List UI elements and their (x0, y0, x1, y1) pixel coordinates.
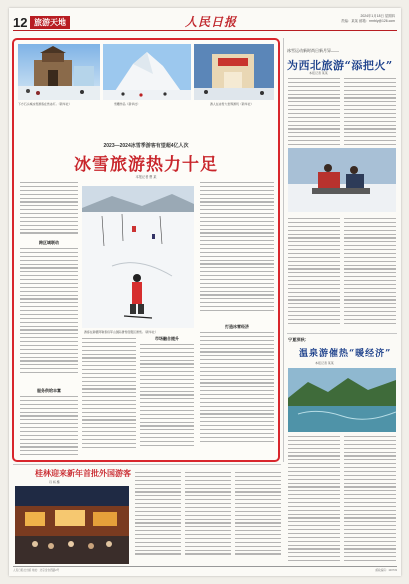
side-col-3 (288, 218, 340, 327)
feature-kicker: 2023—2024冰雪季游客有望超4亿人次 (103, 143, 189, 149)
caption-photo-1: 下方石头城冰雪游客在赏冰灯。（新华社） (18, 102, 72, 106)
page-number: 12 (13, 15, 28, 30)
feature-col-2-bottom (82, 338, 136, 450)
guilin-image (15, 486, 129, 564)
side-kicker: 冰雪运动新时尚日新月异—— (287, 48, 339, 53)
masthead-logo: 人民日报 (185, 15, 238, 29)
side-byline: 本报记者 某某 (309, 71, 328, 75)
third-headline: 温泉游催热“暖经济” (299, 349, 392, 359)
subhead-1: 跨区域联动 (39, 240, 59, 245)
hot-spring-image (288, 368, 396, 432)
third-kicker: 宁夏深秋： (288, 337, 309, 342)
header-rule (13, 30, 397, 31)
side-col-4 (344, 218, 396, 327)
ice-castle-image (18, 44, 100, 100)
side-headline: 为西北旅游“添把火” (287, 59, 393, 72)
third-col-1 (288, 436, 340, 564)
ice-world-image (194, 44, 274, 100)
photo-hot-spring (288, 368, 396, 432)
subhead-3: 市场融合提升 (155, 336, 179, 341)
section-rule-3 (287, 333, 397, 334)
bottom-headline: 桂林迎来新年首批外国游客 (35, 468, 131, 478)
caption-main-photo: 游客在新疆阿勒泰将军山国际滑雪度假区滑雪。（新华社） (84, 330, 158, 334)
side-col-2 (344, 78, 396, 148)
page-footer (13, 566, 397, 573)
photo-snowmobile (288, 148, 396, 212)
subhead-2: 服务供给丰富 (37, 388, 61, 393)
feature-col-1-top (20, 182, 78, 236)
feature-byline: 本报记者 曹 某 (135, 175, 157, 179)
page-header (9, 8, 401, 36)
photo-ice-castle (18, 44, 100, 100)
bottom-col-3 (235, 472, 281, 557)
date-line-1: 2024年1月18日 星期四 (360, 14, 395, 18)
feature-col-1-mid (20, 248, 78, 376)
third-byline: 本报记者 某某 (315, 361, 334, 365)
photo-ice-world (194, 44, 274, 100)
subhead-4: 打造冰雪经济 (225, 324, 249, 329)
bottom-col-2 (185, 472, 231, 557)
feature-headline: 冰雪旅游热力十足 (74, 155, 218, 175)
section-rule-bottom (13, 464, 281, 465)
photo-guilin (15, 486, 129, 564)
footer-right: 邮政编码：100733 (375, 569, 397, 572)
header-date (341, 14, 395, 24)
third-col-2 (344, 436, 396, 564)
newspaper-page (9, 8, 401, 576)
snow-sculpture-image (103, 44, 191, 100)
bottom-byline: 丹 杨 摄 (49, 480, 60, 484)
footer-left: 人民日报社出版 地址：北京金台西路2号 (13, 569, 60, 572)
feature-article (12, 38, 280, 462)
feature-col-4-bottom (200, 332, 274, 444)
photo-snow-sculpture (103, 44, 191, 100)
feature-col-3-bottom (140, 344, 194, 449)
column-divider (283, 38, 284, 462)
caption-photo-2: 雪雕作品（新华社） (114, 102, 141, 106)
side-col-1 (288, 78, 340, 148)
feature-col-1-bottom (20, 396, 78, 458)
photo-skier (82, 186, 194, 328)
caption-photo-3: 游人在冰雪大世界游玩（新华社） (210, 102, 254, 106)
date-line-2: 责编：某某 邮箱：rmrbly@126.com (341, 19, 395, 23)
feature-col-4-top (200, 182, 274, 314)
section-tag: 旅游天地 (30, 16, 70, 29)
snowmobile-image (288, 148, 396, 212)
bottom-col-1 (135, 472, 181, 557)
skier-image (82, 186, 194, 328)
